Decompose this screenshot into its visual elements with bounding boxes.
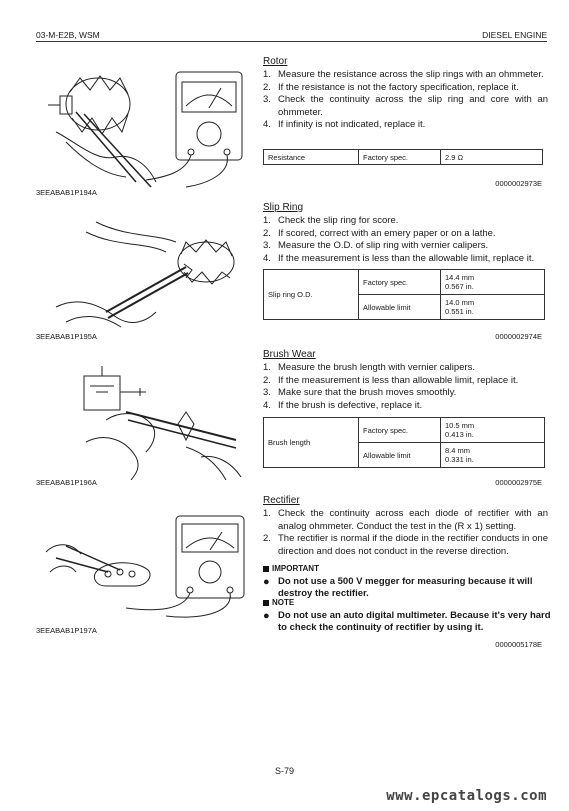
table-cell: 14.4 mm 0.567 in. — [441, 270, 545, 295]
important-notice — [263, 563, 553, 601]
list-item: 2. If the resistance is not the factory specification, replace it. — [263, 81, 519, 93]
list-item: 4. If infinity is not indicated, replace it. — [263, 119, 426, 131]
rectifier-steps — [263, 508, 548, 558]
table-cell: Factory spec. — [359, 418, 441, 443]
list-item: 4. If the measurement is less than the allowable limit, replace it. — [263, 252, 535, 264]
page-number: S-79 — [274, 766, 294, 776]
table-cell: Factory spec. — [359, 150, 441, 165]
brush-wear-doc-code: 0000002975E — [495, 478, 542, 487]
rotor-figure-caption: 3EEABAB1P194A — [36, 188, 97, 197]
list-item: 2. If the measurement is less than allowable limit, replace it. — [263, 374, 519, 386]
brush-wear-figure-caption: 3EEABAB1P196A — [36, 478, 97, 487]
slip-ring-caliper-illustration — [36, 212, 250, 332]
list-item: 3. Make sure that the brush moves smoothly. — [263, 387, 457, 399]
notice-square-icon — [263, 600, 269, 606]
notice-square-icon — [263, 566, 269, 572]
slip-ring-title: Slip Ring — [263, 202, 304, 213]
rectifier-title: Rectifier — [263, 495, 300, 506]
rotor-doc-code: 0000002973E — [495, 179, 542, 188]
watermark: www.epcatalogs.com — [386, 788, 547, 804]
brush-wear-steps — [263, 362, 548, 412]
list-item: 3. Check the continuity across the slip ring and core with an ohmmeter. — [263, 94, 548, 118]
rotor-steps — [263, 69, 548, 132]
list-item: 1. Check the continuity across each diode of rectifier with an analog ohmmeter. Conduct the test in the (R x 1) setting. — [263, 508, 548, 532]
list-item: 3. Measure the O.D. of slip ring with vernier calipers. — [263, 240, 489, 252]
list-item: 1. Check the slip ring for score. — [263, 215, 399, 226]
list-item: 1. Measure the resistance across the slip rings with an ohmmeter. — [263, 69, 544, 80]
header-divider — [36, 41, 547, 42]
list-item: 2. If scored, correct with an emery paper or on a lathe. — [263, 227, 496, 239]
important-text: Do not use a 500 V megger for measuring because it will destroy the rectifier. — [278, 575, 533, 600]
rectifier-ohmmeter-illustration — [36, 512, 250, 624]
table-cell: Brush length — [264, 418, 359, 468]
brush-wear-caliper-illustration — [36, 362, 250, 480]
rotor-spec-table — [263, 149, 543, 165]
table-cell: Slip ring O.D. — [264, 270, 359, 320]
slip-ring-steps — [263, 215, 548, 265]
slip-ring-doc-code: 0000002974E — [495, 332, 542, 341]
slip-ring-spec-table — [263, 269, 545, 320]
table-cell: Allowable limit — [359, 295, 441, 320]
table-cell: 10.5 mm 0.413 in. — [441, 418, 545, 443]
list-item: 2. The rectifier is normal if the diode in the rectifier conducts in one direction and does not conduct in the reverse direction. — [263, 533, 548, 557]
table-cell: 8.4 mm 0.331 in. — [441, 443, 545, 468]
rectifier-doc-code: 0000005178E — [495, 640, 542, 649]
header-manual-code: 03-M-E2B, WSM — [36, 30, 100, 40]
list-item: 1. Measure the brush length with vernier calipers. — [263, 362, 475, 373]
rectifier-figure-caption: 3EEABAB1P197A — [36, 626, 97, 635]
table-cell: Factory spec. — [359, 270, 441, 295]
slip-ring-figure-caption: 3EEABAB1P195A — [36, 332, 97, 341]
list-item: 4. If the brush is defective, replace it. — [263, 399, 423, 411]
table-cell: Resistance — [264, 150, 359, 165]
table-cell: 2.9 Ω — [441, 150, 543, 165]
brush-wear-spec-table — [263, 417, 545, 468]
note-label: NOTE — [272, 598, 295, 607]
bullet-icon: ● — [263, 575, 270, 588]
bullet-icon: ● — [263, 609, 270, 622]
table-cell: 14.0 mm 0.551 in. — [441, 295, 545, 320]
brush-wear-title: Brush Wear — [263, 349, 316, 360]
note-notice — [263, 597, 553, 635]
important-label: IMPORTANT — [272, 564, 319, 573]
header-section-title: DIESEL ENGINE — [482, 30, 547, 40]
rotor-ohmmeter-illustration — [36, 62, 250, 192]
rotor-title: Rotor — [263, 56, 288, 67]
table-cell: Allowable limit — [359, 443, 441, 468]
note-text: Do not use an auto digital multimeter. Because it's very hard to check the continuity of rectifier by using it. — [278, 609, 551, 634]
